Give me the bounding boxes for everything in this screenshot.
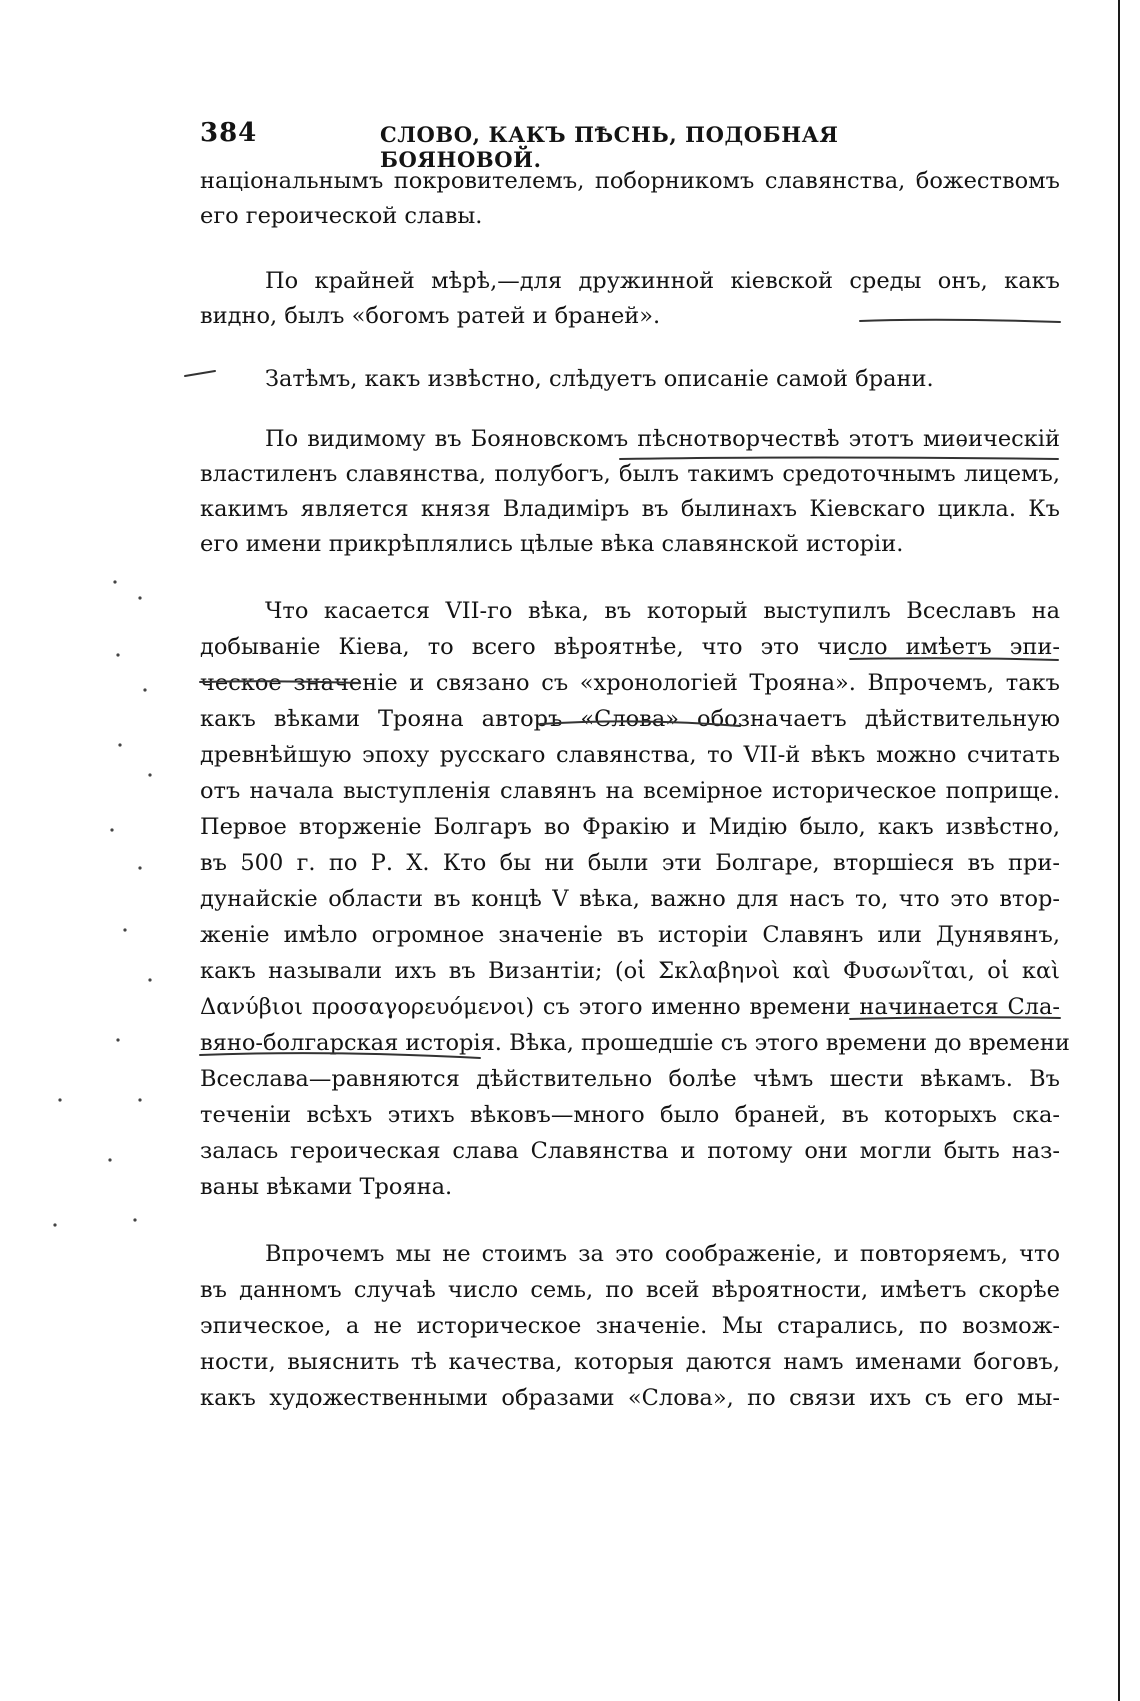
text-line: По видимому въ Бояновскомъ пѣснотворчествѣ этотъ миѳическій (265, 426, 1060, 452)
text-line: Всеслава—равняются дѣйствительно болѣе чѣмъ шести вѣкамъ. Въ (200, 1066, 1060, 1092)
text-line: какимъ является князя Владиміръ въ былинахъ Кіевскаго цикла. Къ (200, 496, 1060, 522)
text-line: Затѣмъ, какъ извѣстно, слѣдуетъ описаніе самой брани. (265, 366, 934, 392)
page-number: 384 (200, 118, 258, 148)
text-line: какъ художественными образами «Слова», по связи ихъ съ его мы- (200, 1385, 1060, 1411)
pencil-underline (850, 658, 1058, 660)
text-line: вяно-болгарская исторія. Вѣка, прошедшіе съ этого времени до времени (200, 1030, 1070, 1056)
pencil-underline (860, 320, 1060, 322)
text-line: въ 500 г. по Р. Х. Кто бы ни были эти Болгаре, вторшіеся въ при- (200, 850, 1060, 876)
text-line: теченіи всѣхъ этихъ вѣковъ—много было браней, въ которыхъ ска- (200, 1102, 1060, 1128)
pencil-underline (540, 721, 740, 726)
pencil-mark (185, 371, 215, 376)
text-line: женіе имѣло огромное значеніе въ исторіи Славянъ или Дунявянъ, (200, 922, 1060, 948)
text-line: Впрочемъ мы не стоимъ за это соображеніе, и повторяемъ, что (265, 1241, 1060, 1267)
text-line: видно, былъ «богомъ ратей и браней». (200, 303, 661, 329)
text-line: дунайскіе области въ концѣ V вѣка, важно для насъ то, что это втор- (200, 886, 1060, 912)
text-line: Δανύβιοι προσαγορευόμενοι) съ этого именно времени начинается Сла- (200, 994, 1060, 1020)
text-line: ности, выяснить тѣ качества, которыя даются намъ именами боговъ, (200, 1349, 1060, 1375)
text-line: эпическое, а не историческое значеніе. Мы старались, по возмож- (200, 1313, 1060, 1339)
text-line: залась героическая слава Славянства и потому они могли быть наз- (200, 1138, 1060, 1164)
running-title: СЛОВО, КАКЪ ПѢСНЬ, ПОДОБНАЯ БОЯНОВОЙ. (380, 122, 839, 172)
text-line: добываніе Кіева, то всего вѣроятнѣе, что это число имѣетъ эпи- (200, 634, 1060, 660)
text-line: отъ начала выступленія славянъ на всемірное историческое поприще. (200, 778, 1060, 804)
text-line: властиленъ славянства, полубогъ, былъ такимъ средоточнымъ лицемъ, (200, 461, 1060, 487)
text-line: какъ называли ихъ въ Византіи; (οἱ Σκλαβηνοὶ καὶ Φυσωνῖται, οἱ καὶ (200, 958, 1060, 984)
text-line: его героической славы. (200, 203, 483, 229)
text-line: національнымъ покровителемъ, поборникомъ славянства, божествомъ (200, 168, 1060, 194)
margin-specks (53, 580, 151, 1226)
text-line: По крайней мѣрѣ,—для дружинной кіевской среды онъ, какъ (265, 268, 1060, 294)
text-line: Первое вторженіе Болгаръ во Фракію и Мидію было, какъ извѣстно, (200, 814, 1060, 840)
text-line: древнѣйшую эпоху русскаго славянства, то VII-й вѣкъ можно считать (200, 742, 1060, 768)
pencil-underline (200, 1053, 480, 1058)
text-line: его имени прикрѣплялись цѣлые вѣка славянской исторіи. (200, 531, 904, 557)
text-line: ваны вѣками Трояна. (200, 1174, 453, 1200)
pencil-underline (620, 458, 1058, 460)
pencil-strike (200, 681, 360, 683)
pencil-underline (850, 1017, 1060, 1019)
text-line: Что касается VII-го вѣка, въ который выступилъ Всеславъ на (265, 598, 1060, 624)
text-line: въ данномъ случаѣ число семь, по всей вѣроятности, имѣетъ скорѣе (200, 1277, 1060, 1303)
text-line: ческое значеніе и связано съ «хронологіей Трояна». Впрочемъ, такъ (200, 670, 1060, 696)
text-line: какъ вѣками Трояна авторъ «Слова» обозначаетъ дѣйствительную (200, 706, 1060, 732)
